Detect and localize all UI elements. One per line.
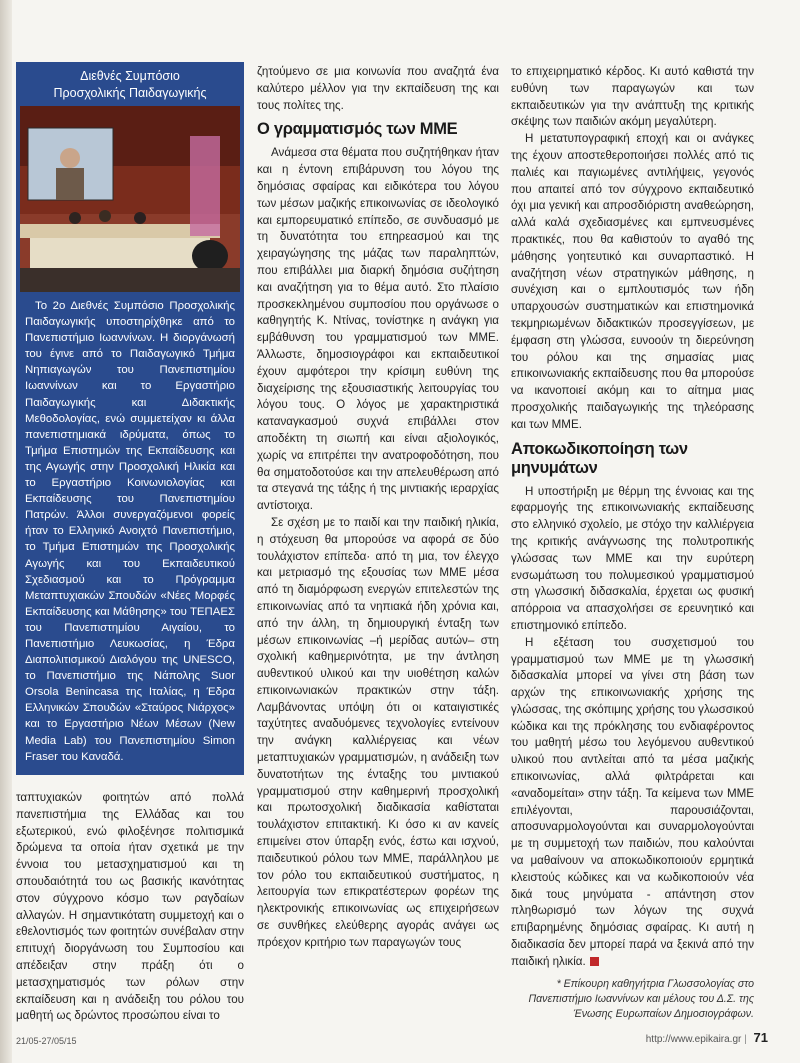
column-3-paragraph-1: Η μετατυπογραφική εποχή και οι ανάγκες της έχουν αποστεθεροποιήσει πολλές από τις παλιές και παγιωμένες αντιλήψεις, γεγονός που απαιτεί από τον σύγχρονο εκπαιδευτικό όχι μια γενική και απροσδιόριστη αναθεώρηση, αλλά καλά σχεδιασμένες και εμπνευσμένες πρακτικές, που θα καθιστούν το αγαθό της μάθησης γοητευτικό και συναρπαστικό. Η αναζήτηση νέων στρατηγικών μάθησης, η συνέχιση και ο εμπλουτισμός των ήδη υπαρχουσών συστηματικών και επιστημονικά τεκμηριωμένων διδακτικών προσεγγίσεων, με έμφαση στη γλώσσα, ευνοούν τη διερεύνηση του ρόλου και της σημασίας μιας επικοινωνιακής εκπαίδευσης που θα μπορούσε να ικανοποιεί ακόμη και το αίτημα μιας προσχολικής παιδαγωγικής της τηλεόρασης και των ΜΜΕ.: [511, 132, 754, 431]
column-3: [511, 64, 754, 1022]
column-3-paragraph-0: το επιχειρηματικό κέρδος. Κι αυτό καθιστά την ευθύνη των παραγωγών και των εκπαιδευτικών για την ανάπτυξη της κριτικής σκέψης των παιδιών ακόμη μεγαλύτερη.: [511, 65, 754, 129]
issue-dates: 21/05-27/05/15: [16, 1036, 77, 1046]
website-link[interactable]: http://www.epikaira.gr: [645, 1034, 742, 1045]
column-2-paragraph-2: Σε σχέση με το παιδί και την παιδική ηλικία, η στόχευση θα μπορούσε να αφορά σε δύο τουλάχιστον επίπεδα· από τη μια, τον έλεγχο και μετριασμό της εξουσίας των ΜΜΕ μέσα από τη διαμόρφωση ενεργών επιτελεστών της επικοινωνίας από τα νηπιακά ήδη χρόνια και, από την άλλη, τη δημιουργική ένταξη των μέσων επικοινωνίας –ή μερίδας αυτών– στη σχολική καθημερινότητα, με την άντληση αυθεντικού υλικού και την υιοθέτηση καλών επικοινωνιακών πρακτικών στην τάξη. Λαμβάνοντας υπόψη ότι οι καταιγιστικές ταχύτητες αναδυόμενες τεχνολογίες εντείνουν την ανάγκη καλλιέργειας και νέων μεταπτυχιακών γραμματισμών, η ανάδειξη των δυνατοτήτων της ένταξης του μιντιακού γραμματισμού στην καθημερινή προσχολική και πρωτοσχολική διαδικασία καθίσταται τουλάχιστον επιτακτική. Κι όσο κι αν κανείς επιμείνει στον ύπαρξη ενός, έστω και ισχνού, παιδευτικού ρόλου των ΜΜΕ, παράλληλου με τον ρόλο του εκπαιδευτικού συστήματος, η λειτουργία των επικρατέστερων φορέων της ηλεκτρονικής επικοινωνίας ως επιχειρήσεων σε συνθήκες ελεύθερης αγοράς ανάγει ως πρόεχον κριτήριο των παραγωγών τους: [257, 515, 499, 949]
column-2-intro: ζητούμενο σε μια κοινωνία που αναζητά ένα καλύτερο μέλλον για την εκπαίδευση της και τους πολίτες της.: [257, 65, 499, 112]
sidebar-box: [16, 62, 244, 775]
page-footer: http://www.epikaira.gr | 71: [645, 1030, 768, 1045]
column-1-text: ταπτυχιακών φοιτητών από πολλά πανεπιστήμια της Ελλάδας και του εξωτερικού, ενώ φιλοξένησε πολιτισμικά δρώμενα τα οποία ήταν σχετικά με την έννοια του μετασχηματισμού και τη σπουδαιότητά του ως βασικής ικανότητας στον σύγχρονο κόσμο των ραγδαίων αλλαγών. Η σημαντικότατη συμμετοχή και ο εθελοντισμός των φοιτητών συνέβαλαν στην επιτυχή διοργάνωση του Συμποσίου και απέδειξαν στην πράξη ότι ο μετασχηματισμός των ρόλων στην εκπαίδευση και η ανάδειξη του ρόλου του μαθητή ως δρώντος προσώπου είναι το: [16, 791, 244, 1023]
page-spine: [0, 0, 12, 1063]
column-1: [16, 790, 244, 1025]
conference-hall-illustration: [20, 106, 240, 292]
author-footnote: * Επίκουρη καθηγήτρια Γλωσσολογίας στο Πανεπιστήμιο Ιωαννίνων και μέλους του Δ.Σ. της Ένωσης Ευρωπαίων Δημοσιογράφων.: [528, 977, 754, 1020]
page-number: 71: [753, 1030, 768, 1045]
end-mark-icon: [590, 957, 599, 966]
symposium-photo: [20, 106, 240, 292]
column-3-paragraph-3: Η εξέταση του συσχετισμού του γραμματισμού των ΜΜΕ με τη γλωσσική διδασκαλία μπορεί να γίνει στη βάση των αρχών της επικοινωνιακής χρήσης της γλώσσας, της σκόπιμης χρήσης του γλωσσικού κώδικα και της πρόκλησης του ενδιαφέροντος του μαθητή μέσω του λεγόμενου αυθεντικού υλικού που αντλείται από τα μέσα μαζικής επικοινωνίας, αλλά φιλτράρεται και «αναδομείται» στην τάξη. Τα κείμενα των ΜΜΕ επιλέγονται, παρουσιάζονται, αποσυναρμολογούνται και συναρμολογούνται με τη συμμετοχή των παιδιών, που καλούνται να μαθαίνουν να αποκωδικοποιούν ερμητικά κλειστούς κώδικες και να κωδικοποιούν νέα δικά τους μηνύματα - απάντηση στον πληθωρισμό των λόγων της συχνά επιβαρημένης δημόσιας σφαίρας. Κι αυτή η διαδικασία δεν μπορεί παρά να ξεκινά από την παιδική ηλικία.: [511, 635, 754, 968]
section-heading-decoding: Αποκωδικοποίηση των μηνυμάτων: [511, 439, 688, 477]
sidebar-title: Διεθνές Συμπόσιο Προσχολικής Παιδαγωγικής: [53, 69, 207, 100]
column-3-paragraph-2: Η υποστήριξη με θέρμη της έννοιας και της εφαρμογής της επικοινωνιακής εκπαίδευσης στο ελληνικό σχολείο, με στόχο την καλλιέργεια της κριτικής ανάγνωσης της πολυτροπικής γλώσσας των ΜΜΕ και την ευρύτερη ενσωμάτωση του πολυμεσικού γραμματισμού στη γλωσσική διδασκαλία, έρχεται ως φυσική απόρροια να απασχολήσει σε ερευνητικό και επιστημονικό επίπεδο.: [511, 484, 754, 632]
section-heading-media-literacy: Ο γραμματισμός των ΜΜΕ: [257, 120, 458, 139]
column-2: [257, 64, 499, 952]
column-2-paragraph-1: Ανάμεσα στα θέματα που συζητήθηκαν ήταν και η έντονη επιβάρυνση του λόγου της δημόσιας σφαίρας και ειδικότερα του λόγου των μέσων μαζικής επικοινωνίας σε ιδεολογικό και εμπορευματικό επίπεδο, σε συνδυασμό με τη δυνατότητα του επηρεασμού και της χειραγώγησης της μάζας των παραληπτών, που επιβάλλει μια διαρκή δημόσια συζήτηση και αναζήτηση για το θέμα αυτό. Στο πλαίσιο προσκεκλημένου συμποσίου που οργάνωσε ο καθηγητής Κ. Ντίνας, τονίστηκε η ανάγκη για εμβάθυνση του γραμματισμού των ΜΜΕ. Άλλωστε, δημοσιογράφοι και εκπαιδευτικοί έχουν αμφότεροι την κρίσιμη ευθύνη της διαχείρισης της εξουσιαστικής λειτουργίας του λόγου τους. Ο λόγος με χαρακτηριστικά καταναγκασμού συχνά επιβάλλει στον αποδέκτη τη σιωπή και είναι αξιολογικός, χωρίς να επιτρέπει την ανατροφοδότηση, που θα σηματοδοτούσε και την απελευθέρωση από τα στεγανά της τάξης ή της μιντιακής ιεραρχίας αντίστοιχα.: [257, 146, 499, 513]
sidebar-body: Το 2ο Διεθνές Συμπόσιο Προσχολικής Παιδαγωγικής υποστηρίχθηκε από το Πανεπιστήμιο Ιωαννίνων. Η διοργάνωσή του έγινε από το Παιδαγωγικό Τμήμα Νηπιαγωγών του Πανεπιστημίου Ιωαννίνων και το Εργαστήριο Παιδαγωγικής και Διδακτικής Μεθοδολογίας, ενώ συμμετείχαν κι άλλα πανεπιστημιακά ιδρύματα, όπως το Τμήμα Επιστημών της Εκπαίδευσης και της Αγωγής στην Προσχολική Ηλικία και το Εργαστήριο Κοινωνιολογίας και Εκπαίδευσης του Πανεπιστημίου Πατρών. Άλλοι συνεργαζόμενοι φορείς ήταν το Ελληνικό Ανοιχτό Πανεπιστήμιο, το Τμήμα Επιστημών της Προσχολικής Αγωγής και του Εκπαιδευτικού Σχεδιασμού και το Πρόγραμμα Μεταπτυχιακών Σπουδών «Νέες Μορφές Εκπαίδευσης και Μάθησης» του ΤΕΠΑΕΣ του Πανεπιστημίου Αιγαίου, το Πανεπιστήμιο Λευκωσίας, η Έδρα Διαπολιτισμικού Διαλόγου της UNESCO, το Πανεπιστήμιο της Νάπολης Suor Orsola Benincasa της Ιταλίας, η Έδρα Ελληνικών Σπουδών «Σταύρος Νιάρχος» και το Εργαστήριο Νέων Μέσων (New Media Lab) του Πανεπιστημίου Simon Fraser του Καναδά.: [25, 300, 235, 763]
